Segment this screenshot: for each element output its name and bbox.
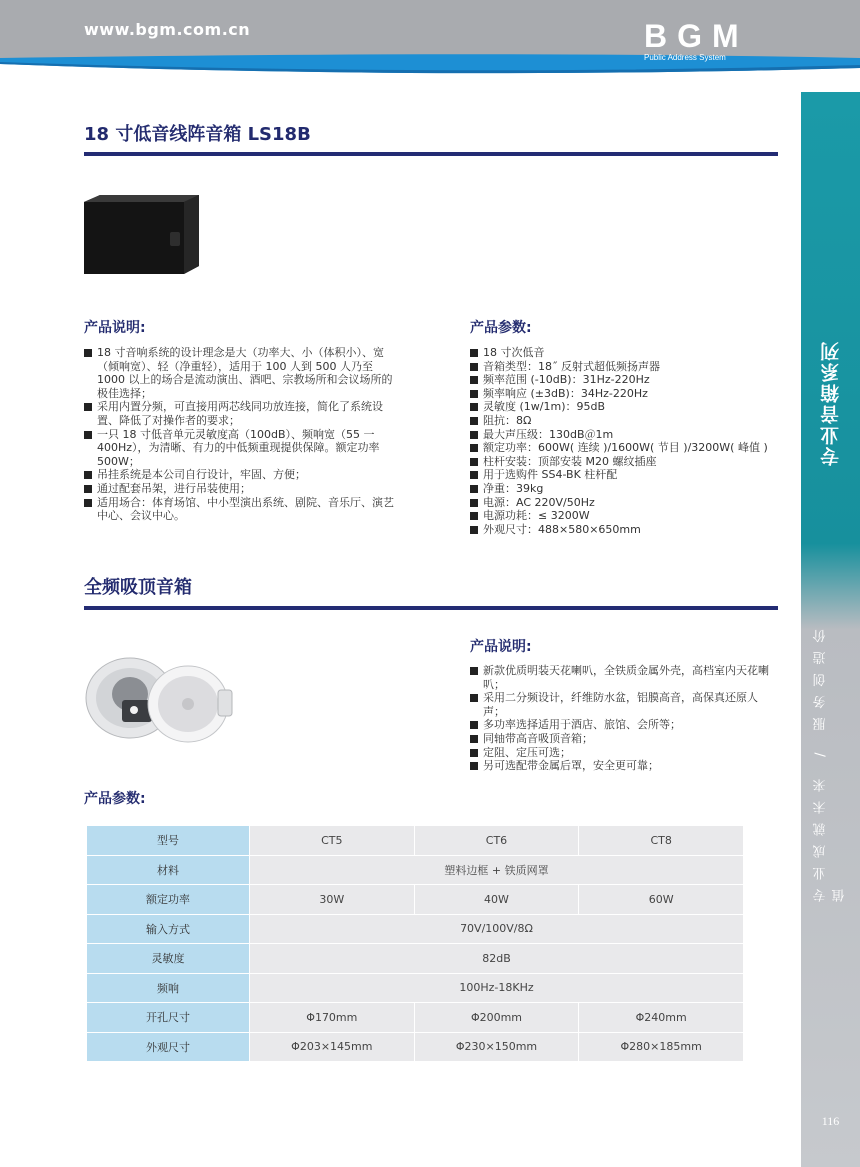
product2-title: 全频吸顶音箱 (84, 577, 192, 598)
spec-table (86, 825, 744, 1062)
list-item: 通过配套吊架，进行吊装使用； (84, 482, 394, 496)
table-row (87, 944, 744, 974)
product2-param-heading: 产品参数: (84, 791, 146, 807)
row-header: 额定功率 (87, 885, 250, 915)
product2-desc-list (470, 664, 778, 773)
product1-title: 18 寸低音线阵音箱 LS18B (84, 124, 311, 145)
product2-rule (84, 606, 778, 610)
row-header: 输入方式 (87, 914, 250, 944)
table-row (87, 826, 744, 856)
slogan: 专业成就未来 / 服务创造价值 (813, 620, 848, 902)
list-item: 最大声压级：130dB＠1m (470, 428, 790, 442)
table-row (87, 914, 744, 944)
table-cell: 40W (414, 885, 579, 915)
site-url: www.bgm.com.cn (84, 20, 251, 39)
list-item: 阻抗：8Ω (470, 414, 790, 428)
table-row (87, 1032, 744, 1062)
list-item: 新款优质明装天花喇叭，全铁质金属外壳，高档室内天花喇叭； (470, 664, 778, 691)
table-cell: Φ240mm (579, 1003, 744, 1033)
list-item: 同轴带高音吸顶音箱； (470, 732, 778, 746)
list-item: 多功率选择适用于酒店、旅馆、会所等； (470, 718, 778, 732)
list-item: 电源：AC 220V/50Hz (470, 496, 790, 510)
table-cell: 100Hz-18KHz (250, 973, 744, 1003)
brand-logo (644, 18, 749, 63)
logo-tagline: Public Address System (644, 53, 726, 62)
table-cell: 60W (579, 885, 744, 915)
list-item: 18 寸次低音 (470, 346, 790, 360)
table-cell: Φ280×185mm (579, 1032, 744, 1062)
product2-desc-heading: 产品说明: (470, 639, 532, 655)
product1-param-list (470, 346, 790, 536)
series-title: 专业音箱系列 (820, 340, 842, 466)
ceiling-speaker-image (84, 650, 236, 746)
list-item: 一只 18 寸低音单元灵敏度高（100dB）、频响宽（55 一 400Hz），为清晰、有力的中低频重现提供保障。额定功率 500W； (84, 428, 394, 469)
table-cell: 塑料边框 + 铁质网罩 (250, 855, 744, 885)
side-band (801, 92, 860, 1167)
list-item: 外观尺寸：488×580×650mm (470, 523, 790, 537)
table-cell: CT8 (579, 826, 744, 856)
row-header: 开孔尺寸 (87, 1003, 250, 1033)
table-row (87, 855, 744, 885)
list-item: 电源功耗：≤ 3200W (470, 509, 790, 523)
subwoofer-image (82, 194, 202, 276)
table-cell: Φ230×150mm (414, 1032, 579, 1062)
table-cell: 30W (250, 885, 415, 915)
list-item: 采用内置分频，可直接用两芯线同功放连接，简化了系统设置、降低了对操作者的要求； (84, 400, 394, 427)
table-cell: Φ203×145mm (250, 1032, 415, 1062)
product1-rule (84, 152, 778, 156)
product1-param-heading: 产品参数: (470, 320, 532, 336)
list-item: 定阻、定压可选； (470, 746, 778, 760)
list-item: 音箱类型：18˝ 反射式超低频扬声器 (470, 360, 790, 374)
list-item: 吊挂系统是本公司自行设计，牢固、方便； (84, 468, 394, 482)
list-item: 净重：39kg (470, 482, 790, 496)
list-item: 采用二分频设计，纤维防水盆，铝膜高音，高保真还原人声； (470, 691, 778, 718)
product1-desc-heading: 产品说明: (84, 320, 146, 336)
row-header: 频响 (87, 973, 250, 1003)
list-item: 用于选购件 SS4-BK 柱杆配 (470, 468, 790, 482)
table-cell: CT6 (414, 826, 579, 856)
table-row (87, 973, 744, 1003)
table-cell: 70V/100V/8Ω (250, 914, 744, 944)
product1-desc-list (84, 346, 394, 523)
table-row (87, 1003, 744, 1033)
list-item: 适用场合：体育场馆、中小型演出系统、剧院、音乐厅、演艺中心、会议中心。 (84, 496, 394, 523)
page-number: 116 (821, 1114, 840, 1128)
table-cell: Φ170mm (250, 1003, 415, 1033)
row-header: 外观尺寸 (87, 1032, 250, 1062)
list-item: 柱杆安装：顶部安装 M20 螺纹插座 (470, 455, 790, 469)
row-header: 灵敏度 (87, 944, 250, 974)
table-cell: CT5 (250, 826, 415, 856)
table-cell: 82dB (250, 944, 744, 974)
list-item: 频率范围 (-10dB)：31Hz-220Hz (470, 373, 790, 387)
row-header: 型号 (87, 826, 250, 856)
table-cell: Φ200mm (414, 1003, 579, 1033)
list-item: 18 寸音响系统的设计理念是大（功率大、小（体积小）、宽（倾响宽）、轻（净重轻），适用于 100 人到 500 人乃至 1000 以上的场合是流动演出、酒吧、宗教场所和会议场所的极佳选择； (84, 346, 394, 400)
page-header (0, 0, 860, 80)
list-item: 频率响应 (±3dB)：34Hz-220Hz (470, 387, 790, 401)
list-item: 额定功率：600W( 连续 )/1600W( 节目 )/3200W( 峰值 ) (470, 441, 790, 455)
list-item: 灵敏度 (1w/1m)：95dB (470, 400, 790, 414)
table-row (87, 885, 744, 915)
logo-text: BGM (644, 18, 749, 54)
list-item: 另可选配带金属后罩，安全更可靠； (470, 759, 778, 773)
row-header: 材料 (87, 855, 250, 885)
